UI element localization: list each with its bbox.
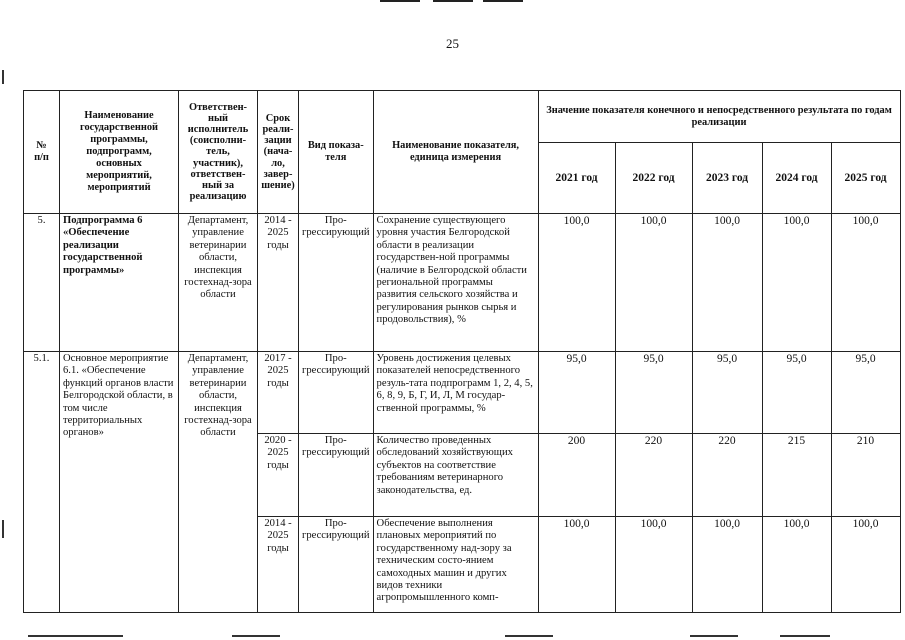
row-kind: Про-грессирующий <box>299 214 374 352</box>
left-scan-mark <box>2 520 4 538</box>
row-indicator: Сохранение существующего уровня участия Белгородской области в реализации государствен-ной программы (наличие в Белгородской области региональной программы развития сельского хозяйства и регулирования рынков сырья и продовольствия), % <box>373 214 538 352</box>
header-year: 2023 год <box>692 143 762 214</box>
row-value: 100,0 <box>762 214 831 352</box>
row-value: 95,0 <box>762 352 831 434</box>
top-scan-rule <box>380 0 420 2</box>
header-row <box>24 91 901 143</box>
row-value: 100,0 <box>692 214 762 352</box>
row-value: 220 <box>615 434 692 517</box>
header-values-group: Значение показателя конечного и непосредственного результата по годам реализации <box>538 91 900 143</box>
row-kind: Про-грессирующий <box>299 517 374 613</box>
row-term: 2020 - 2025 годы <box>258 434 299 517</box>
header-name: Наименование государственной программы, подпрограмм, основных мероприятий, мероприятий <box>60 91 179 214</box>
row-value: 95,0 <box>538 352 615 434</box>
row-value: 95,0 <box>615 352 692 434</box>
header-kind: Вид показа-теля <box>299 91 374 214</box>
row-term: 2017 - 2025 годы <box>258 352 299 434</box>
row-value: 100,0 <box>692 517 762 613</box>
row-responsible: Департамент, управление ветеринарии области, инспекция гостехнад-зора области <box>179 214 258 352</box>
bottom-scan-rule <box>232 635 280 637</box>
row-term: 2014 - 2025 годы <box>258 214 299 352</box>
header-year: 2022 год <box>615 143 692 214</box>
indicators-table <box>23 90 901 613</box>
header-num: № п/п <box>24 91 60 214</box>
row-num: 5. <box>24 214 60 352</box>
row-value: 100,0 <box>831 214 900 352</box>
bottom-scan-rule <box>780 635 830 637</box>
row-value: 100,0 <box>762 517 831 613</box>
row-value: 210 <box>831 434 900 517</box>
header-year: 2024 год <box>762 143 831 214</box>
table-row <box>24 352 901 434</box>
left-scan-mark <box>2 70 4 84</box>
top-scan-rule <box>433 0 473 2</box>
row-indicator: Уровень достижения целевых показателей непосредственного резуль-тата подпрограмм 1, 2, 4, 5, 6, 8, 9, Б, Г, И, Л, М государ-ственной программы, % <box>373 352 538 434</box>
bottom-scan-rule <box>28 635 123 637</box>
row-num: 5.1. <box>24 352 60 613</box>
header-responsible: Ответствен-ный исполнитель (соисполни-тель, участник), ответствен-ный за реализацию <box>179 91 258 214</box>
top-scan-rule <box>483 0 523 2</box>
row-name: Подпрограмма 6 «Обеспечение реализации государственной программы» <box>60 214 179 352</box>
header-term: Срок реали-зации (нача-ло, завер-шение) <box>258 91 299 214</box>
row-value: 100,0 <box>538 214 615 352</box>
row-kind: Про-грессирующий <box>299 352 374 434</box>
row-name: Основное мероприятие 6.1. «Обеспечение функций органов власти Белгородской области, в том числе территориальных органов» <box>60 352 179 613</box>
row-value: 220 <box>692 434 762 517</box>
row-term: 2014 - 2025 годы <box>258 517 299 613</box>
row-value: 200 <box>538 434 615 517</box>
row-value: 100,0 <box>615 517 692 613</box>
header-indicator: Наименование показателя, единица измерения <box>373 91 538 214</box>
row-indicator: Количество проведенных обследований хозяйствующих субъектов на соответствие требованиям ветеринарного законодательства, ед. <box>373 434 538 517</box>
row-kind: Про-грессирующий <box>299 434 374 517</box>
header-year: 2021 год <box>538 143 615 214</box>
bottom-scan-rule <box>690 635 738 637</box>
row-value: 100,0 <box>615 214 692 352</box>
bottom-scan-rule <box>505 635 553 637</box>
table-row <box>24 214 901 352</box>
row-value: 215 <box>762 434 831 517</box>
page-number: 25 <box>446 36 459 51</box>
row-value: 95,0 <box>831 352 900 434</box>
header-year: 2025 год <box>831 143 900 214</box>
row-indicator: Обеспечение выполнения плановых мероприятий по государственному над-зору за техническим состо-янием самоходных машин и других видов техники агропромышленного комп- <box>373 517 538 613</box>
row-value: 100,0 <box>831 517 900 613</box>
row-value: 100,0 <box>538 517 615 613</box>
row-value: 95,0 <box>692 352 762 434</box>
row-responsible: Департамент, управление ветеринарии области, инспекция гостехнад-зора области <box>179 352 258 613</box>
